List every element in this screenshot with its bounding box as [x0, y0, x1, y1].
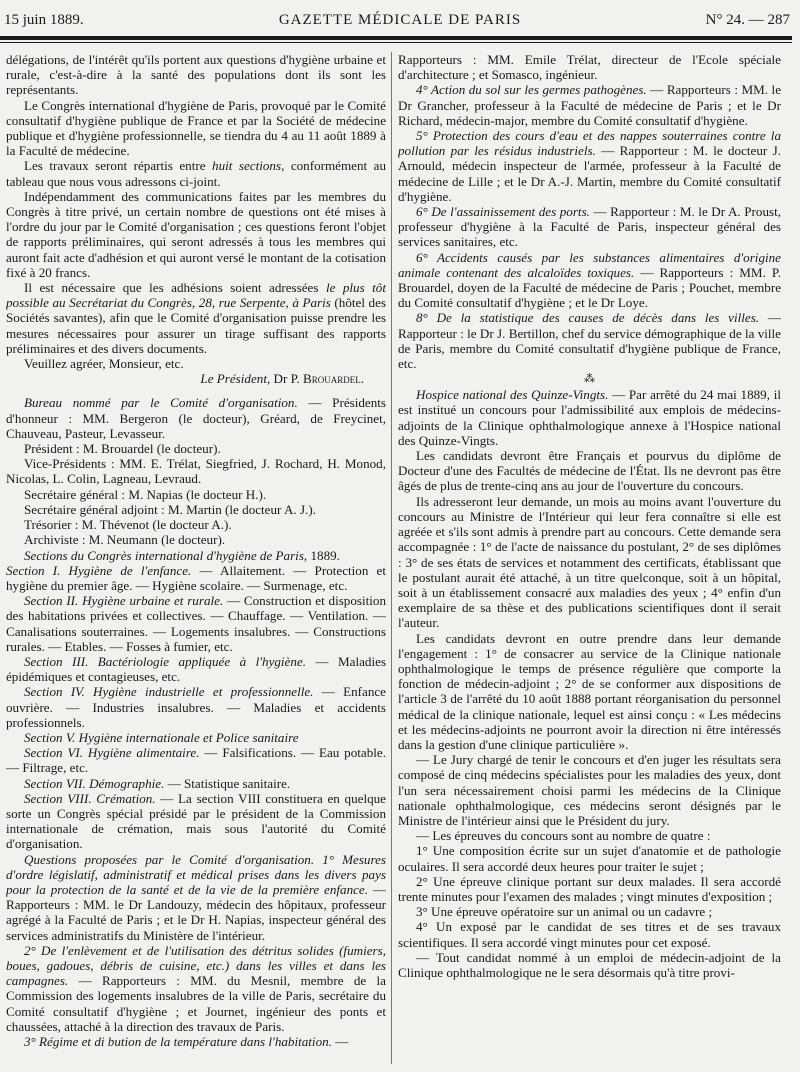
left-column: [6, 52, 386, 1070]
section-heading: Sections du Congrès international d'hygiène de Paris, 1889.: [24, 547, 340, 563]
header-rule-thick: [0, 36, 792, 40]
page-header: [0, 12, 800, 36]
paragraph: Les candidats devront être Français et pourvus du diplôme de Docteur d'une des Facultés de médecine de l'État. Ils ne devront pas être âgés de plus de trente-cinq ans au jour de l'ouverture du concours.: [398, 448, 781, 494]
list-item: 4° Un exposé par le candidat de ses titres et de ses travaux scientifiques. Il sera accordé vingt minutes pour cet exposé.: [398, 919, 781, 950]
asterism-separator: ⁂: [584, 373, 595, 386]
paragraph: Trésorier : M. Thévenot (le docteur A.).: [24, 517, 232, 533]
paragraph: Rapporteurs : MM. Emile Trélat, directeur de l'Ecole spéciale d'architecture ; et Somasco, ingénieur.: [398, 52, 781, 83]
paragraph: Indépendamment des communications faites par les membres du Congrès à titre privé, un certain nombre de questions ont été mises à l'ordre du jour par le Comité d'organisation ; ces questions feront l'objet de rapports préliminaires, qui seront adressés à tous les membres qui auront fait acte d'adhésion et qui auront versé le montant de la cotisation fixé à 20 francs.: [6, 188, 386, 280]
paragraph: Président : M. Brouardel (le docteur).: [24, 441, 221, 457]
paragraph: 3° Régime et di bution de la température dans l'habitation. —: [24, 1034, 349, 1049]
section-item: Section VI. Hygiène alimentaire. — Falsifications. — Eau potable. — Filtrage, etc.: [6, 745, 386, 776]
right-column: [398, 52, 781, 1070]
paragraph: Le Congrès international d'hygiène de Paris, provoqué par le Comité consultatif d'hygiène publique de France et par la Société de médecine publique et d'hygiène professionnelle, se tiendra du 4 au 11 août 1889 à la Faculté de médecine.: [6, 97, 386, 159]
paragraph: Bureau nommé par le Comité d'organisation. — Présidents d'honneur : MM. Bergeron (le docteur), Gréard, de Freycinet, Chauveau, Pasteur, Levasseur.: [6, 395, 386, 441]
section-item: Section VIII. Crémation. — La section VIII constituera en quelque sorte un Congrès spécial présidé par le président de la Commission internationale de crémation, mais sous l'autorité du Comité d'organisation.: [6, 790, 386, 852]
journal-title: GAZETTE MÉDICALE DE PARIS: [278, 12, 522, 28]
paragraph: 5° Protection des cours d'eau et des nappes souterraines contre la pollution par les résidus industriels. — Rapporteur : M. le docteur J. Arnould, médecin inspecteur de l'armée, professeur à la Faculté de médecine de Lille ; et le Dr A.-J. Martin, membre du Comité consultatif d'hygiène.: [398, 128, 781, 204]
paragraph: Archiviste : M. Neumann (le docteur).: [24, 532, 226, 548]
section-item: Section I. Hygiène de l'enfance. — Allaitement. — Protection et hygiène du premier âge. — Hygiène scolaire. — Surmenage, etc.: [6, 562, 386, 593]
paragraph: Vice-Présidents : MM. E. Trélat, Siegfried, J. Rochard, H. Monod, Nicolas, L. Colin, Lagneau, Levraud.: [6, 456, 386, 487]
list-item: 2° Une épreuve clinique portant sur deux malades. Il sera accordé trente minutes pour l'examen des malades ; vingt minutes d'exposition ;: [398, 873, 781, 904]
paragraph: délégations, de l'intérêt qu'ils portent aux questions d'hygiène urbaine et rurale, c'est-à-dire à la santé des populations dont ils sont les représentants.: [6, 52, 386, 98]
paragraph: 6° De l'assainissement des ports. — Rapporteur : M. le Dr A. Proust, professeur d'hygiène à la Faculté de Paris, inspecteur général des services sanitaires, etc.: [398, 204, 781, 250]
paragraph: 6° Accidents causés par les substances alimentaires d'origine animale contenant des alcaloïdes toxiques. — Rapporteurs : MM. P. Brouardel, doyen de la Faculté de médecine de Paris ; Pouchet, membre du Comité consultatif d'hygiène ; et le Dr Loye.: [398, 249, 781, 311]
section-item: Section VII. Démographie. — Statistique sanitaire.: [24, 775, 291, 791]
issue-page-number: N° 24. — 287: [705, 12, 790, 28]
paragraph: Secrétaire général : M. Napias (le docteur H.).: [24, 486, 267, 502]
list-item: 1° Une composition écrite sur un sujet d'anatomie et de pathologie oculaires. Il sera accordé deux heures pour traiter le sujet ;: [398, 843, 781, 874]
header-rule-thin: [0, 42, 792, 43]
paragraph: Les candidats devront en outre prendre dans leur demande l'engagement : 1° de consacrer au service de la Clinique nationale ophthalmologique le temps de présence régulière que comporte la fonction de médecin-adjoint ; 2° de se conformer aux dispositions de l'article 3 de l'arrêté du 10 août 1888 portant réorganisation du personnel médical de la clinique nationale, lequel est ainsi conçu : « Les médecins et les médecins-adjoints ne pourront avoir la direction ni être intéressés dans la gestion d'une clinique particulière ».: [398, 630, 781, 752]
paragraph: Hospice national des Quinze-Vingts. — Par arrêté du 24 mai 1889, il est institué un concours pour l'admissibilité aux emplois de médecins-adjoints de la Clinique ophthalmologique annexe à l'Hospice national des Quinze-Vingts.: [398, 387, 781, 448]
paragraph: — Les épreuves du concours sont au nombre de quatre :: [416, 828, 711, 844]
list-item: 3° Une épreuve opératoire sur un animal ou un cadavre ;: [416, 904, 713, 920]
paragraph: 2° De l'enlèvement et de l'utilisation des détritus solides (fumiers, boues, gadoues, débris de cuisine, etc.) dans les villes et dans les campagnes. — Rapporteurs : MM. du Mesnil, membre de la Commission des logements insalubres de la ville de Paris, secrétaire du Comité consultatif d'hygiène ; et Journet, ingénieur des ponts et chaussées, attaché à la direction des travaux de Paris.: [6, 942, 386, 1034]
signature: Le Président, Dr P. Brouardel.: [200, 371, 364, 387]
paragraph: — Tout candidat nommé à un emploi de médecin-adjoint de la Clinique ophthalmologique ne le sera désormais qu'à titre provi-: [398, 949, 781, 980]
paragraph: Veuillez agréer, Monsieur, etc.: [24, 356, 184, 372]
paragraph: 8° De la statistique des causes de décès dans les villes. — Rapporteur : le Dr J. Bertillon, chef du service démographique de la ville de Paris, membre du Comité consultatif d'hygiène publique de France, etc.: [398, 310, 781, 372]
paragraph: Ils adresseront leur demande, un mois au moins avant l'ouverture du concours au Ministre de l'Intérieur qui leur fera connaître si elle est agréée et s'ils sont admis à prendre part au concours. Cette demande sera accompagnée : 1° de l'acte de naissance du postulant, 2° de ses diplômes : 3° de ses états de services et notamment des certificats, établissant que le postulant aurait été attaché, à un titre quelconque, soit à un hôpital, soit à un établissement consacré aux maladies des yeux ; 4° enfin d'un exemplaire de sa thèse et des publications scientifiques dont il serait l'auteur.: [398, 493, 781, 631]
paragraph: Secrétaire général adjoint : M. Martin (le docteur A. J.).: [24, 501, 316, 517]
section-item: Section III. Bactériologie appliquée à l'hygiène. — Maladies épidémiques et contagieuses, etc.: [6, 653, 386, 685]
paragraph: 4° Action du sol sur les germes pathogènes. — Rapporteurs : MM. le Dr Grancher, professeur à la Faculté de médecine de Paris ; et le Dr Richard, médecin-major, membre du Comité consultatif d'hygiène.: [398, 82, 781, 128]
paragraph: Il est nécessaire que les adhésions soient adressées le plus tôt possible au Secrétariat du Congrès, 28, rue Serpente, à Paris (hôtel des Sociétés savantes), afin que le Comité d'organisation puisse prendre les mesures nécessaires pour assurer un tirage suffisant des rapports préliminaires et des divers documents.: [6, 280, 386, 356]
paragraph: Questions proposées par le Comité d'organisation. 1° Mesures d'ordre législatif, administratif et médical prises dans les divers pays pour la protection de la santé et de la vie de la première enfance. — Rapporteurs : MM. le Dr Landouzy, médecin des hôpitaux, professeur agrégé à la Faculté de Paris ; et le Dr H. Napias, inspecteur général des services administratifs du Ministère de l'intérieur.: [6, 851, 386, 943]
paragraph: Les travaux seront répartis entre huit sections, conformément au tableau que nous vous adressons ci-joint.: [6, 158, 386, 189]
section-item: Section IV. Hygiène industrielle et professionnelle. — Enfance ouvrière. — Industries insalubres. — Maladies et accidents professionnels.: [6, 684, 386, 730]
paragraph: — Le Jury chargé de tenir le concours et d'en juger les résultats sera composé de cinq médecins spécialistes pour les maladies des yeux, dont l'un sera nécessairement choisi parmi les médecins de la Clinique nationale ophthalmologique, ces médecins seront désignés par le Ministre de l'intérieur ainsi que le Président du jury.: [398, 752, 781, 828]
column-divider: [391, 52, 392, 1064]
section-item: Section II. Hygiène urbaine et rurale. — Construction et disposition des habitations privées et collectives. — Chauffage. — Ventilation. — Canalisations souterraines. — Logements insalubres. — Constructions rurales. — Etables. — Fosses à fumier, etc.: [6, 593, 386, 654]
header-date: 15 juin 1889.: [4, 12, 84, 28]
section-item: Section V. Hygiène internationale et Police sanitaire: [24, 729, 299, 745]
